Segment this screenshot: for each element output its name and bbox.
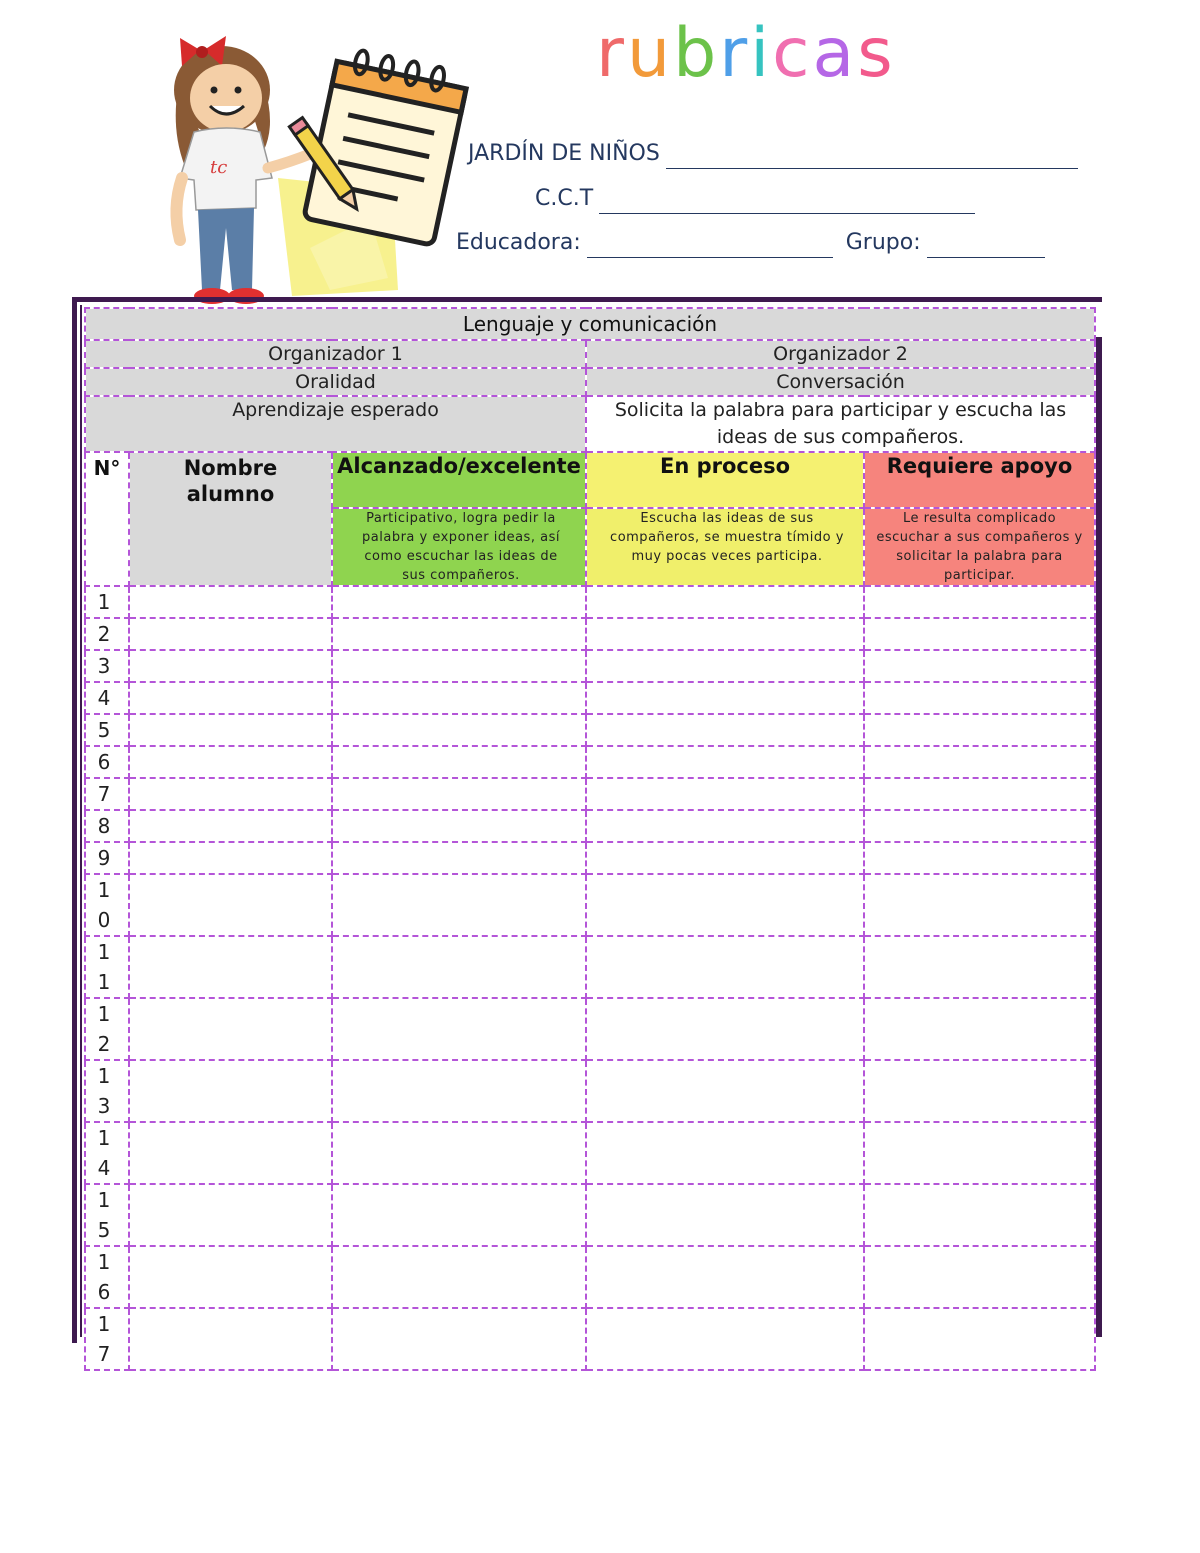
svg-text:tc: tc bbox=[210, 157, 228, 178]
alcanzado-cell[interactable] bbox=[332, 586, 586, 618]
alcanzado-cell[interactable] bbox=[332, 746, 586, 778]
nombre-cell[interactable] bbox=[129, 682, 332, 714]
table-row bbox=[85, 746, 1095, 778]
rubric-table bbox=[84, 307, 1096, 1371]
jardin-blank[interactable] bbox=[666, 144, 1078, 169]
nombre-cell[interactable] bbox=[129, 650, 332, 682]
table-row bbox=[85, 842, 1095, 874]
proceso-cell[interactable] bbox=[586, 1060, 864, 1122]
nombre-cell[interactable] bbox=[129, 998, 332, 1060]
nombre-cell[interactable] bbox=[129, 1184, 332, 1246]
table-row bbox=[85, 1246, 1095, 1308]
row-number: 1 1 bbox=[85, 936, 129, 998]
apoyo-cell[interactable] bbox=[864, 618, 1095, 650]
nombre-cell[interactable] bbox=[129, 936, 332, 998]
proceso-cell[interactable] bbox=[586, 682, 864, 714]
proceso-cell[interactable] bbox=[586, 998, 864, 1060]
table-row bbox=[85, 936, 1095, 998]
alcanzado-cell[interactable] bbox=[332, 874, 586, 936]
title-letter: r bbox=[719, 14, 751, 93]
apoyo-cell[interactable] bbox=[864, 1122, 1095, 1184]
apoyo-cell[interactable] bbox=[864, 874, 1095, 936]
table-row bbox=[85, 1308, 1095, 1370]
proceso-cell[interactable] bbox=[586, 714, 864, 746]
alcanzado-cell[interactable] bbox=[332, 842, 586, 874]
jardin-label: JARDÍN DE NIÑOS bbox=[468, 141, 660, 166]
apoyo-cell[interactable] bbox=[864, 650, 1095, 682]
title-letter: i bbox=[750, 14, 773, 93]
cct-line bbox=[535, 184, 975, 214]
apoyo-cell[interactable] bbox=[864, 778, 1095, 810]
alcanzado-cell[interactable] bbox=[332, 650, 586, 682]
row-number: 1 bbox=[85, 586, 129, 618]
table-row bbox=[85, 650, 1095, 682]
proceso-cell[interactable] bbox=[586, 618, 864, 650]
alcanzado-cell[interactable] bbox=[332, 1060, 586, 1122]
apoyo-cell[interactable] bbox=[864, 682, 1095, 714]
apoyo-cell[interactable] bbox=[864, 1060, 1095, 1122]
desc-alcanzado: Participativo, logra pedir la palabra y exponer ideas, así como escuchar las ideas de sus compañeros. bbox=[332, 508, 586, 586]
nombre-cell[interactable] bbox=[129, 1246, 332, 1308]
row-number: 5 bbox=[85, 714, 129, 746]
apoyo-cell[interactable] bbox=[864, 1308, 1095, 1370]
col-proceso-header: En proceso bbox=[586, 452, 864, 508]
col-alcanzado-header: Alcanzado/excelente bbox=[332, 452, 586, 508]
proceso-cell[interactable] bbox=[586, 936, 864, 998]
alcanzado-cell[interactable] bbox=[332, 1246, 586, 1308]
alcanzado-cell[interactable] bbox=[332, 1308, 586, 1370]
desc-proceso: Escucha las ideas de sus compañeros, se muestra tímido y muy pocas veces participa. bbox=[586, 508, 864, 586]
jardin-line bbox=[468, 139, 1078, 169]
proceso-cell[interactable] bbox=[586, 650, 864, 682]
proceso-cell[interactable] bbox=[586, 778, 864, 810]
row-number: 1 0 bbox=[85, 874, 129, 936]
proceso-cell[interactable] bbox=[586, 586, 864, 618]
educadora-blank[interactable] bbox=[587, 233, 833, 258]
aprendizaje-text: Solicita la palabra para participar y escucha las ideas de sus compañeros. bbox=[586, 396, 1095, 452]
apoyo-cell[interactable] bbox=[864, 1246, 1095, 1308]
apoyo-cell[interactable] bbox=[864, 1184, 1095, 1246]
row-number: 1 7 bbox=[85, 1308, 129, 1370]
girl-with-notepad-illustration bbox=[160, 28, 480, 310]
proceso-cell[interactable] bbox=[586, 1246, 864, 1308]
cct-blank[interactable] bbox=[599, 189, 975, 214]
alcanzado-cell[interactable] bbox=[332, 682, 586, 714]
row-number: 1 5 bbox=[85, 1184, 129, 1246]
alcanzado-cell[interactable] bbox=[332, 936, 586, 998]
row-number: 6 bbox=[85, 746, 129, 778]
proceso-cell[interactable] bbox=[586, 746, 864, 778]
nombre-cell[interactable] bbox=[129, 810, 332, 842]
nombre-cell[interactable] bbox=[129, 874, 332, 936]
row-number: 4 bbox=[85, 682, 129, 714]
nombre-cell[interactable] bbox=[129, 586, 332, 618]
table-row bbox=[85, 998, 1095, 1060]
alcanzado-cell[interactable] bbox=[332, 1184, 586, 1246]
desc-apoyo: Le resulta complicado escuchar a sus compañeros y solicitar la palabra para participar. bbox=[864, 508, 1095, 586]
page-title bbox=[596, 14, 896, 94]
row-number: 1 4 bbox=[85, 1122, 129, 1184]
apoyo-cell[interactable] bbox=[864, 998, 1095, 1060]
table-row bbox=[85, 810, 1095, 842]
nombre-cell[interactable] bbox=[129, 714, 332, 746]
row-number: 7 bbox=[85, 778, 129, 810]
col-apoyo-header: Requiere apoyo bbox=[864, 452, 1095, 508]
nombre-cell[interactable] bbox=[129, 1308, 332, 1370]
apoyo-cell[interactable] bbox=[864, 746, 1095, 778]
apoyo-cell[interactable] bbox=[864, 714, 1095, 746]
title-letter: c bbox=[772, 14, 813, 93]
table-row bbox=[85, 1060, 1095, 1122]
col-num-header: N° bbox=[85, 452, 129, 586]
row-number: 9 bbox=[85, 842, 129, 874]
proceso-cell[interactable] bbox=[586, 810, 864, 842]
table-row bbox=[85, 778, 1095, 810]
title-letter: a bbox=[812, 14, 858, 93]
table-title: Lenguaje y comunicación bbox=[85, 308, 1095, 340]
grupo-blank[interactable] bbox=[927, 233, 1045, 258]
organizador-1: Organizador 1 bbox=[85, 340, 586, 368]
table-row bbox=[85, 1122, 1095, 1184]
apoyo-cell[interactable] bbox=[864, 586, 1095, 618]
frame-left-border bbox=[72, 297, 77, 1343]
title-letter: u bbox=[626, 14, 674, 93]
aprendizaje-label: Aprendizaje esperado bbox=[85, 396, 586, 452]
table-row bbox=[85, 874, 1095, 936]
educadora-label: Educadora: bbox=[456, 230, 581, 255]
nombre-cell[interactable] bbox=[129, 778, 332, 810]
row-number: 1 3 bbox=[85, 1060, 129, 1122]
col-nombre-header: Nombre alumno bbox=[129, 452, 332, 586]
alcanzado-cell[interactable] bbox=[332, 714, 586, 746]
conversacion-cell: Conversación bbox=[586, 368, 1095, 396]
alcanzado-cell[interactable] bbox=[332, 998, 586, 1060]
nombre-cell[interactable] bbox=[129, 842, 332, 874]
organizador-2: Organizador 2 bbox=[586, 340, 1095, 368]
proceso-cell[interactable] bbox=[586, 1184, 864, 1246]
row-number: 2 bbox=[85, 618, 129, 650]
cct-label: C.C.T bbox=[535, 186, 594, 211]
proceso-cell[interactable] bbox=[586, 1308, 864, 1370]
nombre-cell[interactable] bbox=[129, 1122, 332, 1184]
row-number: 1 2 bbox=[85, 998, 129, 1060]
nombre-cell[interactable] bbox=[129, 1060, 332, 1122]
row-number: 3 bbox=[85, 650, 129, 682]
title-letter: b bbox=[673, 14, 720, 93]
title-letter: r bbox=[596, 14, 627, 93]
frame-inner-left-border bbox=[80, 305, 82, 1337]
alcanzado-cell[interactable] bbox=[332, 1122, 586, 1184]
oralidad-cell: Oralidad bbox=[85, 368, 586, 396]
nombre-cell[interactable] bbox=[129, 618, 332, 650]
title-letter: s bbox=[857, 14, 896, 93]
table-row bbox=[85, 618, 1095, 650]
alcanzado-cell[interactable] bbox=[332, 778, 586, 810]
table-row bbox=[85, 714, 1095, 746]
alcanzado-cell[interactable] bbox=[332, 618, 586, 650]
row-number: 1 6 bbox=[85, 1246, 129, 1308]
proceso-cell[interactable] bbox=[586, 874, 864, 936]
proceso-cell[interactable] bbox=[586, 842, 864, 874]
alcanzado-cell[interactable] bbox=[332, 810, 586, 842]
table-row bbox=[85, 1184, 1095, 1246]
apoyo-cell[interactable] bbox=[864, 936, 1095, 998]
nombre-cell[interactable] bbox=[129, 746, 332, 778]
apoyo-cell[interactable] bbox=[864, 842, 1095, 874]
frame-right-border bbox=[1096, 337, 1102, 1337]
table-row bbox=[85, 682, 1095, 714]
grupo-label: Grupo: bbox=[845, 230, 921, 255]
apoyo-cell[interactable] bbox=[864, 810, 1095, 842]
frame-top-border bbox=[72, 297, 1102, 302]
table-row bbox=[85, 586, 1095, 618]
row-number: 8 bbox=[85, 810, 129, 842]
educadora-line bbox=[456, 228, 1045, 258]
proceso-cell[interactable] bbox=[586, 1122, 864, 1184]
